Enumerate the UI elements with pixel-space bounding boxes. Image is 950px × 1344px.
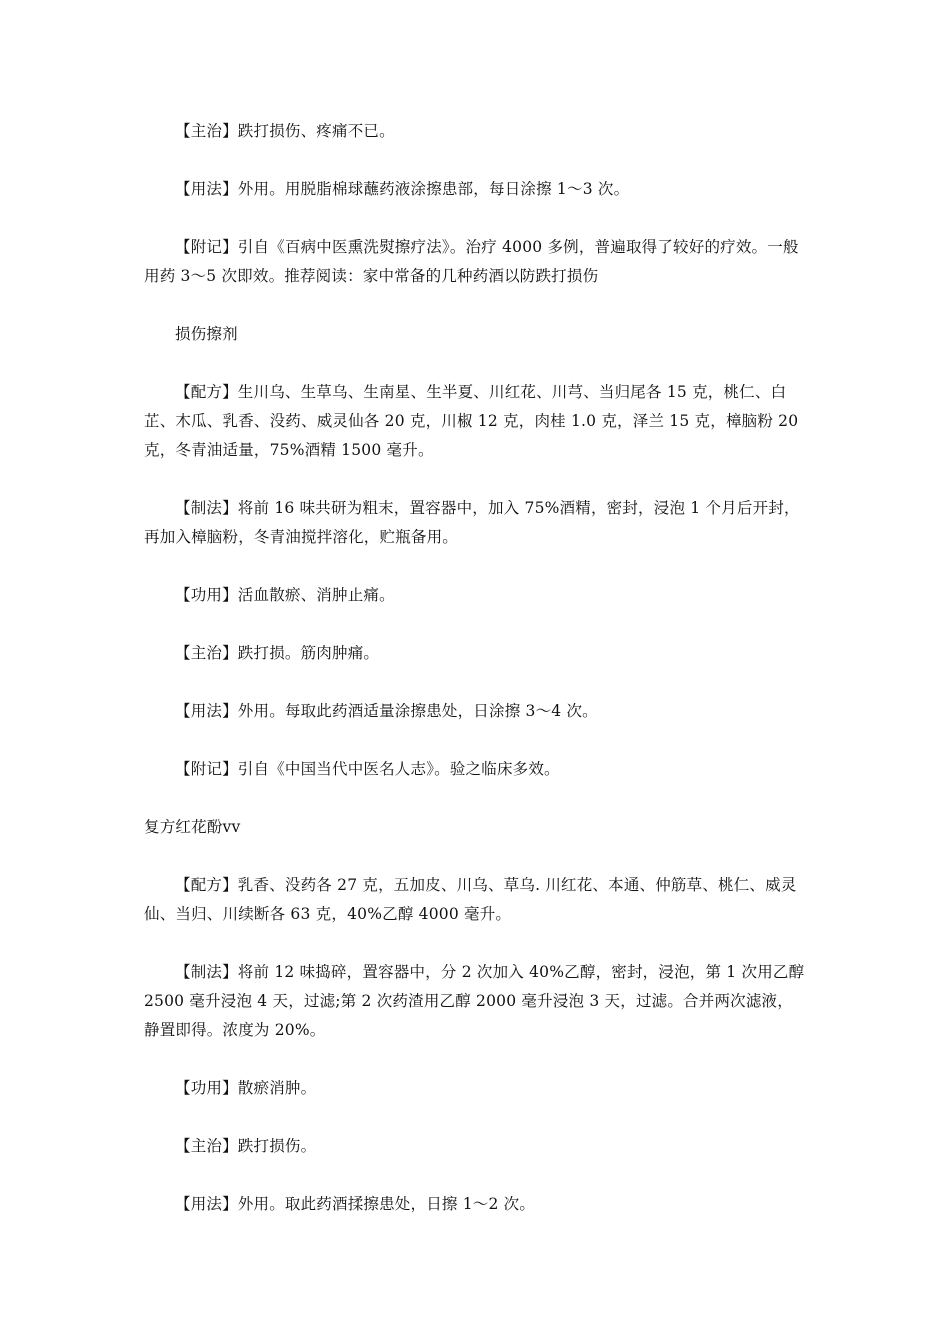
paragraph-formula-2: 【配方】生川乌、生草乌、生南星、生半夏、川红花、川芎、当归尾各 15 克，桃仁、白芷、木瓜、乳香、没药、威灵仙各 20 克，川椒 12 克，肉桂 1.0 克，泽兰 15 克，樟脑粉 20 克，冬青油适量，75%酒精 1500 毫升。 (144, 383, 799, 459)
paragraph-usage-1: 【用法】外用。用脱脂棉球蘸药液涂擦患部，每日涂擦 1～3 次。 (175, 180, 630, 198)
paragraph-formula-3: 【配方】乳香、没药各 27 克，五加皮、川乌、草乌. 川红花、本通、仲筋草、桃仁、威灵仙、当归、川续断各 63 克，40%乙醇 4000 毫升。 (144, 876, 797, 923)
paragraph-usage-3: 【用法】外用。取此药酒揉擦患处，日擦 1～2 次。 (175, 1195, 536, 1213)
paragraph-indications-1: 【主治】跌打损伤、疼痛不已。 (175, 122, 395, 140)
paragraph-indications-3: 【主治】跌打损伤。 (175, 1137, 317, 1155)
paragraph-function-2: 【功用】活血散瘀、消肿止痛。 (175, 586, 395, 604)
paragraph-preparation-2: 【制法】将前 16 味共研为粗末，置容器中，加入 75%酒精，密封，浸泡 1 个月后开封，再加入樟脑粉，冬青油搅拌溶化，贮瓶备用。 (144, 499, 800, 546)
paragraph-preparation-3: 【制法】将前 12 味捣碎，置容器中，分 2 次加入 40%乙醇，密封，浸泡，第 1 次用乙醇 2500 毫升浸泡 4 天，过滤;第 2 次药渣用乙醇 2000 毫升浸泡 3 天，过滤。合并两次滤液，静置即得。浓度为 20%。 (144, 963, 805, 1039)
section-title-injury-liniment: 损伤擦剂 (175, 325, 238, 343)
paragraph-indications-2: 【主治】跌打损。筋肉肿痛。 (175, 644, 380, 662)
paragraph-notes-1: 【附记】引自《百病中医熏洗熨擦疗法》。治疗 4000 多例，普遍取得了较好的疗效。一般用药 3～5 次即效。推荐阅读：家中常备的几种药酒以防跌打损伤 (144, 238, 799, 285)
paragraph-usage-2: 【用法】外用。每取此药酒适量涂擦患处，日涂擦 3～4 次。 (175, 702, 598, 720)
section-title-compound-safflower: 复方红花酚vv (144, 818, 241, 836)
paragraph-notes-2: 【附记】引自《中国当代中医名人志》。验之临床多效。 (175, 760, 560, 778)
paragraph-function-3: 【功用】散瘀消肿。 (175, 1079, 317, 1097)
